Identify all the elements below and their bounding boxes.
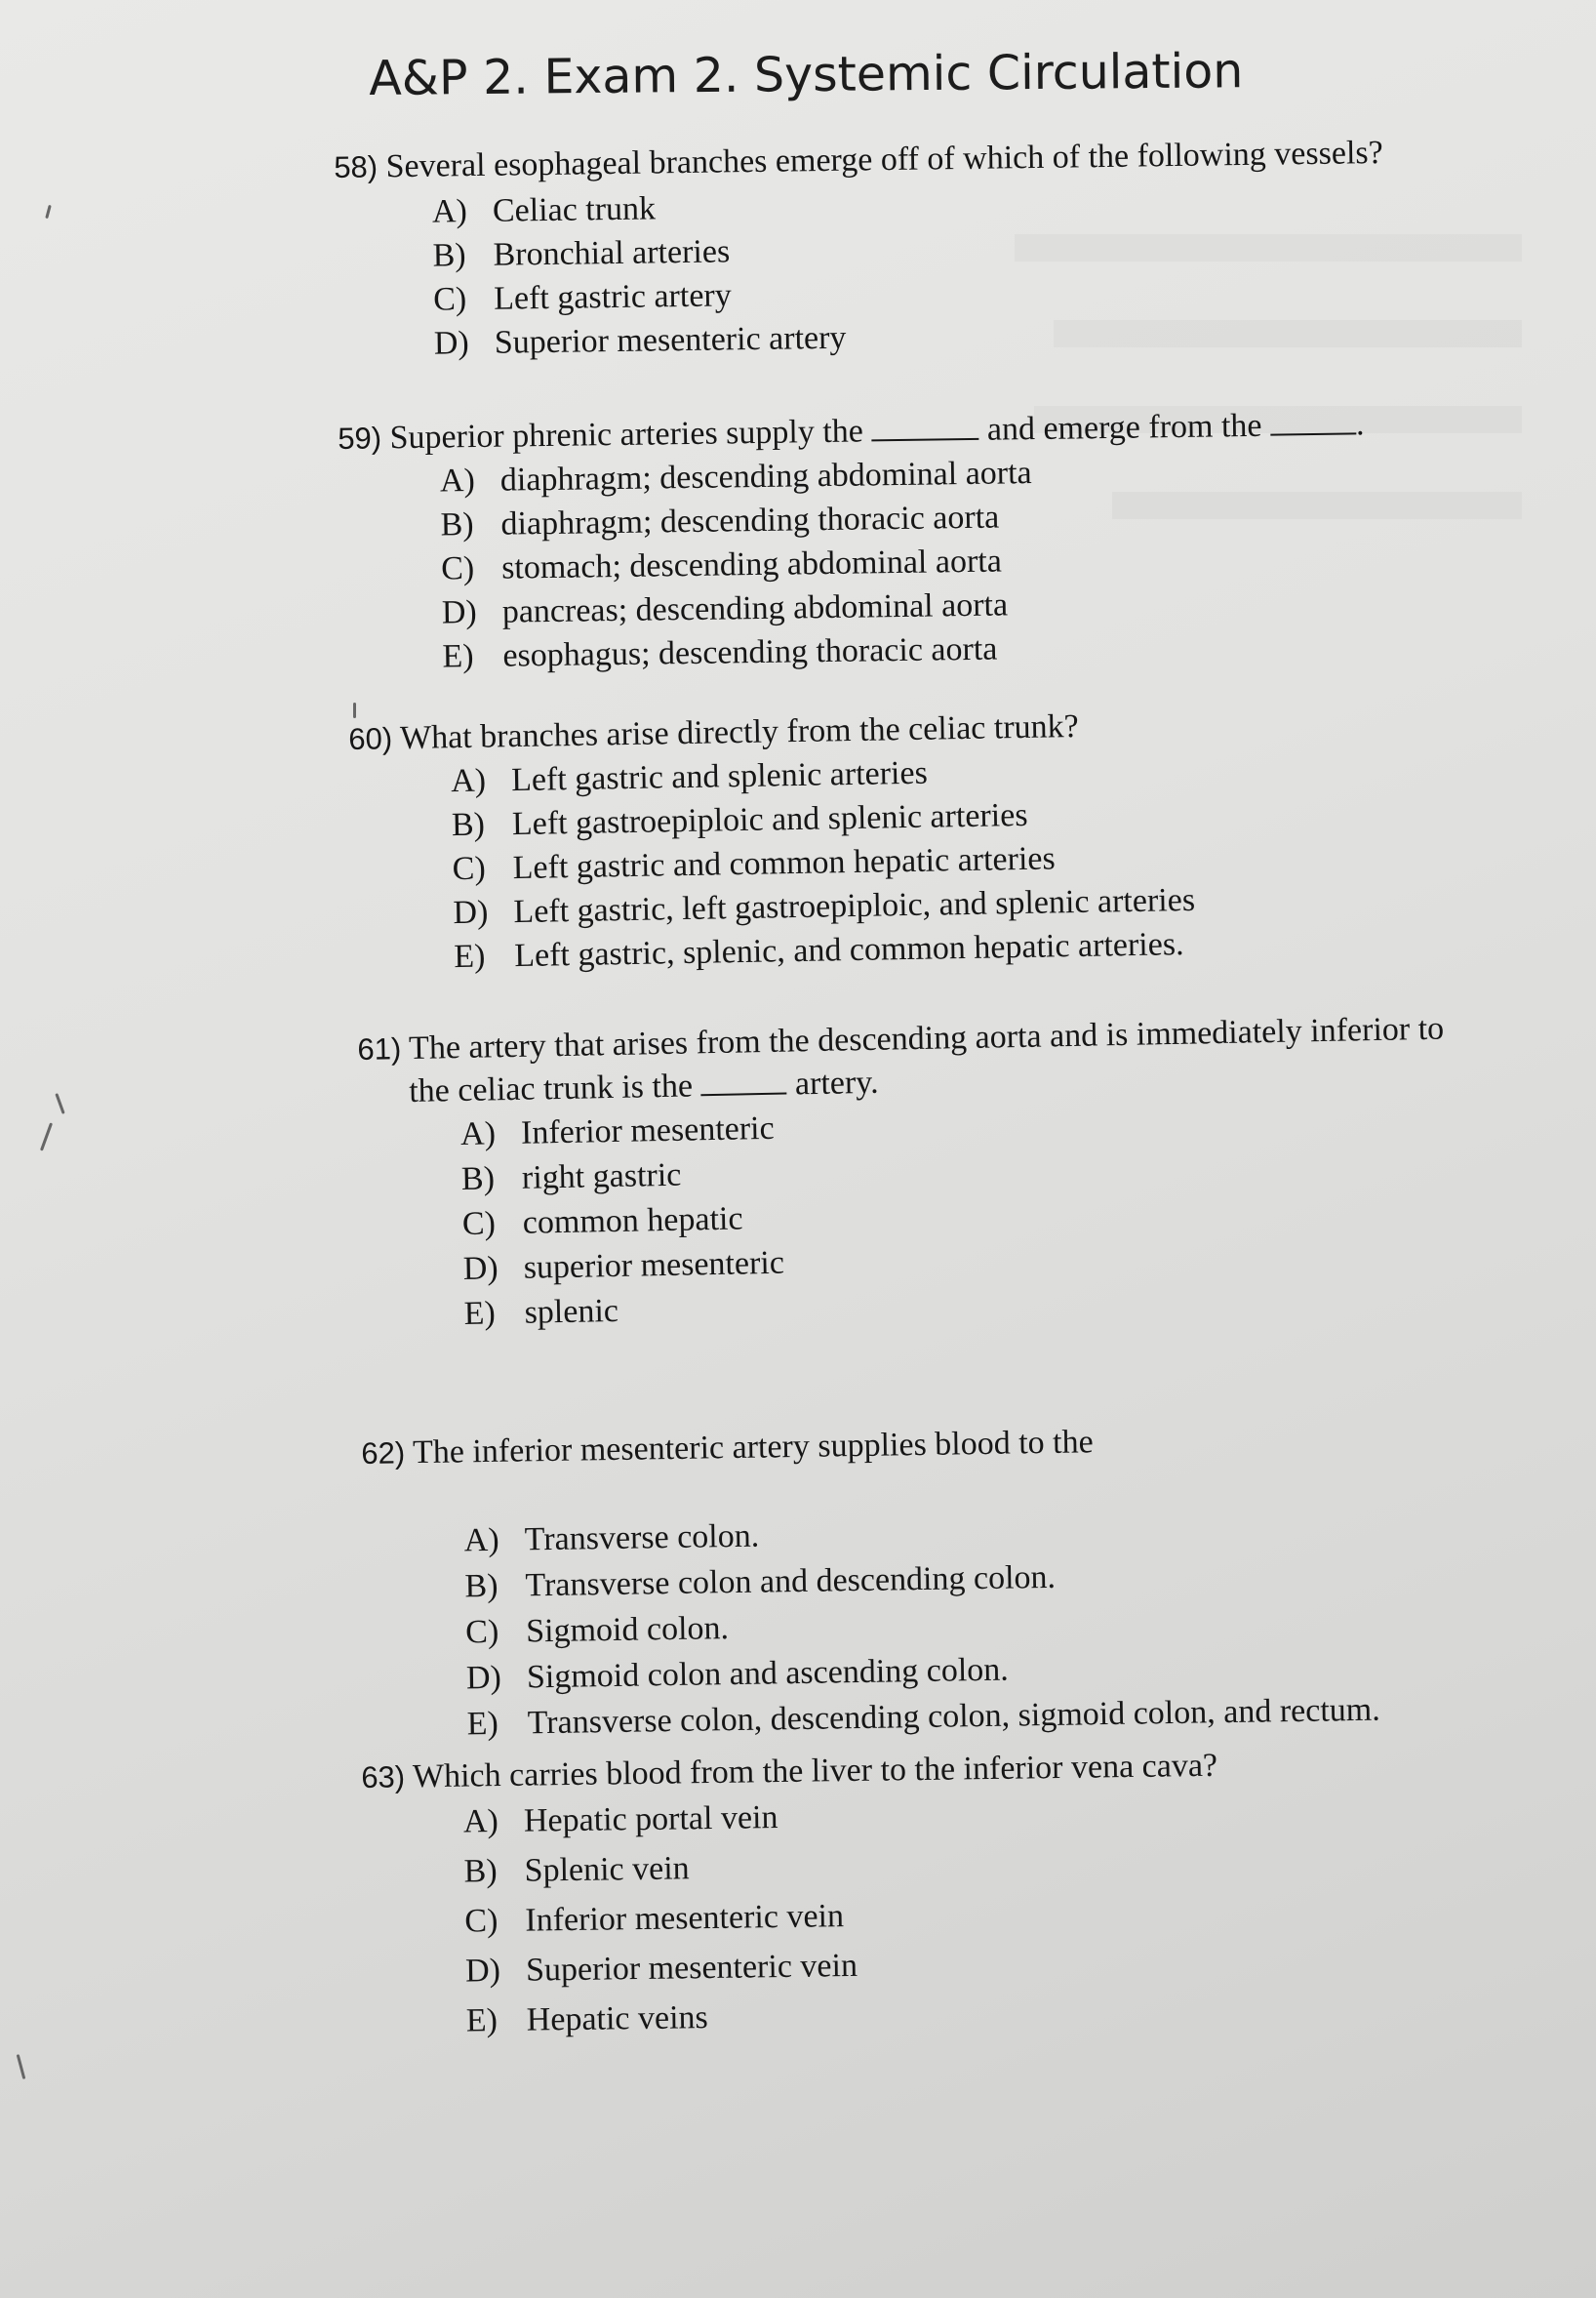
question-text: . — [1355, 406, 1365, 443]
answer-options — [463, 1794, 1221, 2053]
question-63 — [361, 1745, 1221, 2054]
option-letter: D) — [464, 1953, 501, 1990]
question-number: 61) — [357, 1031, 402, 1067]
answer-blank — [700, 1068, 787, 1097]
option-text: Sigmoid colon and ascending colon. — [526, 1651, 1010, 1696]
option-letter: B) — [464, 1567, 499, 1605]
option-letter: B) — [432, 237, 466, 274]
answer-option-e[interactable] — [466, 1993, 1221, 2053]
option-letter: E) — [465, 2002, 499, 2039]
answer-blank — [1270, 407, 1356, 435]
margin-mark — [55, 1093, 64, 1114]
question-number: 62) — [361, 1435, 406, 1471]
option-text: Left gastric artery — [493, 277, 732, 317]
option-text: Sigmoid colon. — [525, 1610, 730, 1650]
question-text: the celiac trunk is the — [408, 1068, 694, 1109]
question-58 — [334, 132, 1386, 371]
option-letter: D) — [465, 1659, 502, 1697]
option-letter: A) — [450, 762, 487, 800]
option-text: Superior mesenteric artery — [494, 319, 847, 361]
option-letter: A) — [431, 193, 468, 230]
option-text: Transverse colon. — [524, 1517, 760, 1558]
answer-options — [460, 1098, 1450, 1341]
option-letter: D) — [462, 1250, 499, 1287]
answer-options — [463, 1509, 1380, 1753]
option-text: Hepatic portal vein — [523, 1799, 778, 1839]
question-text: The inferior mesenteric artery supplies blood to the — [412, 1424, 1094, 1472]
question-62 — [361, 1417, 1380, 1754]
option-letter: E) — [442, 638, 474, 675]
option-letter: E) — [463, 1295, 497, 1332]
question-number: 63) — [361, 1759, 406, 1794]
question-text: The artery that arises from the descending aorta and is immediately inferior to — [408, 1010, 1445, 1067]
option-letter: A) — [462, 1803, 499, 1840]
option-letter: D) — [453, 894, 489, 932]
option-letter: C) — [432, 281, 467, 318]
option-text: Bronchial arteries — [493, 233, 731, 273]
option-text: Superior mesenteric vein — [525, 1947, 858, 1989]
option-text: Transverse colon and descending colon. — [525, 1558, 1057, 1604]
margin-mark — [40, 1122, 53, 1150]
answer-options — [440, 450, 1368, 682]
option-text: stomach; descending abdominal aorta — [500, 543, 1003, 586]
option-text: Hepatic veins — [526, 1999, 709, 2038]
margin-mark — [17, 2054, 26, 2079]
option-letter: C) — [440, 550, 475, 587]
question-text: and emerge from the — [986, 407, 1262, 448]
option-text: Inferior mesenteric — [520, 1109, 775, 1151]
question-60 — [348, 704, 1196, 985]
option-letter: C) — [452, 850, 487, 888]
option-letter: D) — [441, 594, 477, 631]
option-text: right gastric — [521, 1156, 682, 1196]
option-letter: B) — [463, 1853, 498, 1890]
question-text: Which carries blood from the liver to the inferior vena cava? — [412, 1747, 1218, 1795]
answer-options — [451, 750, 1196, 983]
option-text: diaphragm; descending abdominal aorta — [499, 455, 1032, 499]
question-prompt — [361, 1417, 1377, 1475]
option-text: superior mesenteric — [523, 1244, 785, 1286]
answer-blank — [871, 413, 978, 442]
option-letter: E) — [453, 938, 486, 976]
question-text: Superior phrenic arteries supply the — [389, 413, 864, 457]
margin-mark — [45, 205, 52, 219]
question-number: 58) — [334, 149, 379, 184]
margin-mark — [353, 703, 356, 718]
option-letter: A) — [463, 1521, 499, 1559]
question-number: 59) — [338, 421, 382, 456]
question-prompt — [334, 132, 1383, 189]
option-letter: B) — [440, 506, 474, 544]
option-text: pancreas; descending abdominal aorta — [501, 586, 1009, 630]
question-text: What branches arise directly from the celiac trunk? — [399, 707, 1080, 757]
question-59 — [338, 403, 1368, 684]
option-text: Transverse colon, descending colon, sigmoid colon, and rectum. — [527, 1691, 1380, 1742]
option-text: Left gastric, left gastroepiploic, and splenic arteries — [513, 881, 1196, 931]
option-text: Celiac trunk — [492, 190, 657, 229]
option-text: Inferior mesenteric vein — [525, 1898, 845, 1939]
option-text: esophagus; descending thoracic aorta — [502, 630, 998, 674]
option-text: common hepatic — [522, 1200, 743, 1241]
page-title: A&P 2. Exam 2. Systemic Circulation — [369, 43, 1244, 106]
option-letter: A) — [439, 463, 476, 500]
question-number: 60) — [348, 721, 393, 756]
option-letter: C) — [461, 1205, 497, 1242]
question-prompt — [361, 1745, 1217, 1799]
answer-options — [432, 181, 1386, 370]
option-letter: C) — [464, 1903, 499, 1940]
option-letter: A) — [459, 1115, 497, 1152]
option-text: Left gastric and splenic arteries — [510, 754, 929, 799]
option-text: Left gastric, splenic, and common hepatic arteries. — [513, 926, 1184, 975]
option-text: diaphragm; descending thoracic aorta — [500, 499, 1000, 543]
option-letter: C) — [464, 1613, 499, 1651]
option-text: splenic — [524, 1292, 619, 1331]
question-text: Several esophageal branches emerge off of which of the following vessels? — [385, 134, 1383, 185]
question-61 — [357, 1008, 1450, 1343]
option-text: Left gastroepiploic and splenic arteries — [511, 796, 1028, 843]
question-text: artery. — [794, 1064, 879, 1103]
option-text: Left gastric and common hepatic arteries — [512, 840, 1056, 887]
option-letter: E) — [466, 1705, 499, 1743]
option-letter: B) — [451, 806, 486, 844]
option-letter: D) — [433, 325, 469, 362]
option-text: Splenic vein — [524, 1850, 690, 1889]
option-letter: B) — [460, 1160, 496, 1197]
